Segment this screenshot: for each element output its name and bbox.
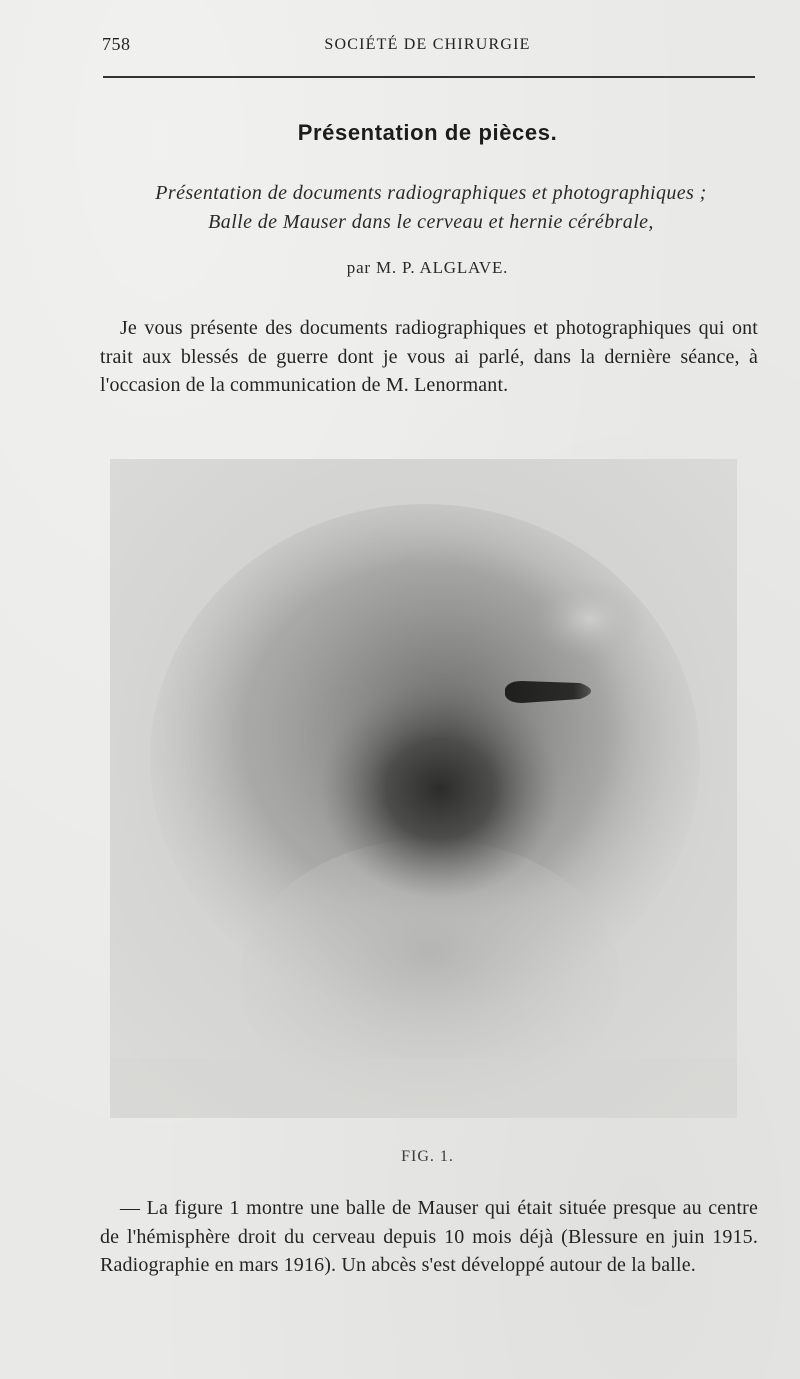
- skull-radiograph-image: [110, 459, 737, 1118]
- radiograph-figure: [110, 459, 737, 1118]
- running-title: SOCIÉTÉ DE CHIRURGIE: [324, 36, 531, 53]
- author-line: par M. P. ALGLAVE.: [346, 258, 509, 277]
- header-rule: [103, 76, 755, 78]
- page-number: 758: [102, 34, 131, 54]
- intro-paragraph: Je vous présente des documents radiographiques et photographiques qui ont trait aux blessés de guerre dont je vous ai parlé, dans la dernière séance, à l'occasion de la communication de M. Lenormant.: [100, 317, 758, 396]
- section-title: Présentation de pièces.: [297, 120, 558, 145]
- figure-caption: FIG. 1.: [401, 1148, 454, 1165]
- running-head: [100, 34, 755, 60]
- subtitle-line-1: Présentation de documents radiographiques et photographiques ;: [155, 182, 707, 204]
- subtitle-line-2: Balle de Mauser dans le cerveau et hernie cérébrale,: [208, 211, 654, 233]
- figure-description-paragraph: — La figure 1 montre une balle de Mauser qui était située presque au centre de l'hémisphère droit du cerveau depuis 10 mois déjà (Blessure en juin 1915. Radiographie en mars 1916). Un abcès s'est développé autour de la balle.: [100, 1197, 758, 1276]
